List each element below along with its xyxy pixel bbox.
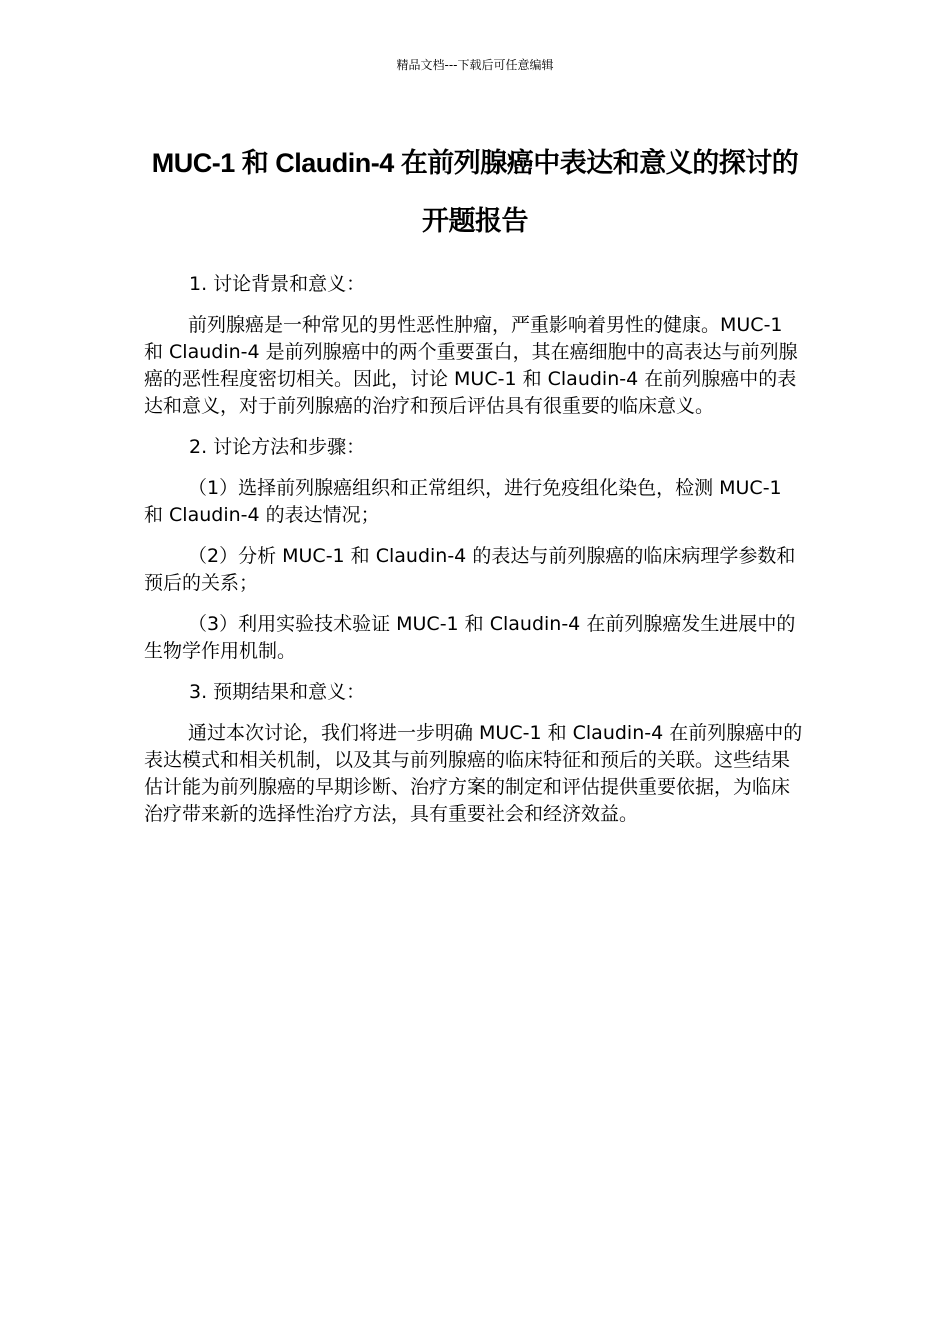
section-heading-background: 1. 讨论背景和意义： [189,273,366,295]
method-step-2: （2）分析 MUC-1 和 Claudin-4 的表达与前列腺癌的临床病理学参数和预后的关系； [144,545,796,594]
method-step-1: （1）选择前列腺癌组织和正常组织，进行免疫组化染色，检测 MUC-1 和 Claudin-4 的表达情况； [144,477,782,526]
method-step-3: （3）利用实验技术验证 MUC-1 和 Claudin-4 在前列腺癌发生进展中的生物学作用机制。 [144,613,796,662]
document-body [144,271,806,842]
paragraph-expected-results: 通过本次讨论，我们将进一步明确 MUC-1 和 Claudin-4 在前列腺癌中的表达模式和相关机制，以及其与前列腺癌的临床特征和预后的关联。这些结果估计能为前列腺癌的早期诊断、治疗方案的制定和评估提供重要依据，为临床治疗带来新的选择性治疗方法，具有重要社会和经济效益。 [144,722,803,825]
section-heading-expected-results: 3. 预期结果和意义： [189,681,366,703]
document-title: MUC-1 和 Claudin-4 在前列腺癌中表达和意义的探讨的开题报告 [151,148,799,236]
section-heading-methods: 2. 讨论方法和步骤： [189,436,366,458]
header-note: 精品文档---下载后可任意编辑 [396,58,554,72]
paragraph-background: 前列腺癌是一种常见的男性恶性肿瘤，严重影响着男性的健康。MUC-1 和 Claudin-4 是前列腺癌中的两个重要蛋白，其在癌细胞中的高表达与前列腺癌的恶性程度密切相关。因此，讨论 MUC-1 和 Claudin-4 在前列腺癌中的表达和意义，对于前列腺癌的治疗和预后评估具有很重要的临床意义。 [144,314,798,417]
